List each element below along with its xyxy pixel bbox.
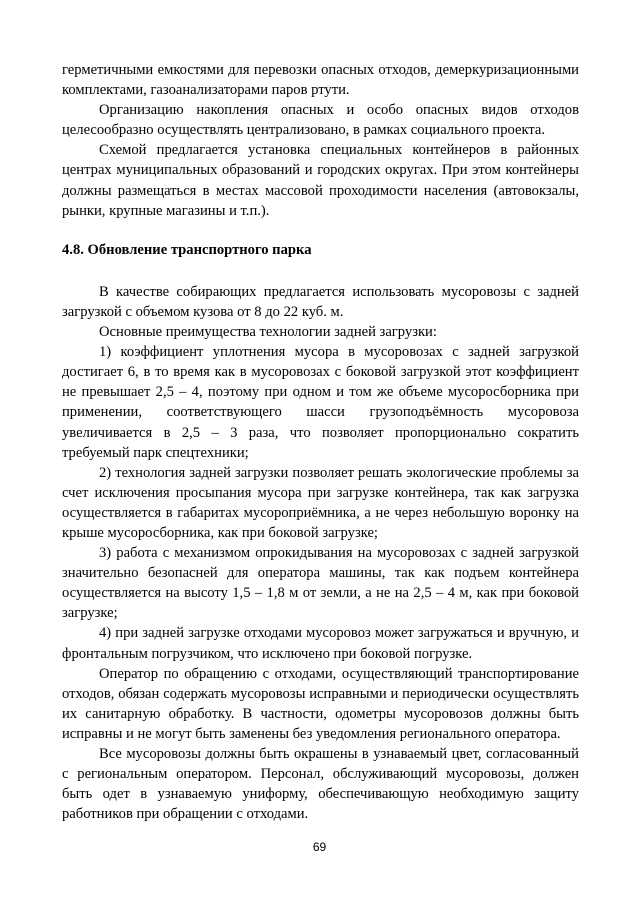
paragraph-continued: герметичными емкостями для перевозки опасных отходов, демеркуризационными комплектами, газоанализаторами паров ртути. <box>62 62 579 99</box>
list-item: 2) технология задней загрузки позволяет решать экологические проблемы за счет исключения просыпания мусора при загрузке контейнера, так как загрузка осуществляется в габаритах мусороприёмника, а не через небольшую воронку на крыше мусоросборника, как при боковой загрузке; <box>62 464 579 541</box>
section-heading: 4.8. Обновление транспортного парка <box>62 241 312 258</box>
page-number: 69 <box>312 840 327 854</box>
paragraph: В качестве собирающих предлагается использовать мусоровозы с задней загрузкой с объемом кузова от 8 до 22 куб. м. <box>62 283 579 320</box>
paragraph: Схемой предлагается установка специальных контейнеров в районных центрах муниципальных образований и городских округах. При этом контейнеры должны размещаться в местах массовой проходимости населения (автовокзалы, рынки, крупные магазины и т.п.). <box>62 142 579 219</box>
page-content <box>62 60 579 824</box>
paragraph: Основные преимущества технологии задней загрузки: <box>99 324 437 341</box>
paragraph: Организацию накопления опасных и особо опасных видов отходов целесообразно осуществлять централизовано, в рамках социального проекта. <box>62 102 579 139</box>
list-item: 4) при задней загрузке отходами мусоровоз может загружаться и вручную, и фронтальным погрузчиком, что исключено при боковой погрузке. <box>62 625 579 662</box>
list-item: 3) работа с механизмом опрокидывания на мусоровозах с задней загрузкой значительно безопасней для оператора машины, так как подъем контейнера осуществляется на высоту 1,5 – 1,8 м от земли, а не на 2,5 – 4 м, как при боковой загрузке; <box>62 545 579 622</box>
paragraph: Все мусоровозы должны быть окрашены в узнаваемый цвет, согласованный с региональным оператором. Персонал, обслуживающий мусоровозы, должен быть одет в узнаваемую униформу, обеспечивающую необходимую защиту работников при обращении с отходами. <box>62 746 579 823</box>
list-item: 1) коэффициент уплотнения мусора в мусоровозах с задней загрузкой достигает 6, в то время как в мусоровозах с боковой загрузкой этот коэффициент не превышает 2,5 – 4, поэтому при одном и том же объеме мусоросборника при применении, соответствующего шасси грузоподъёмность мусоровоза увеличивается в 2,5 – 3 раза, что позволяет пропорционально сократить требуемый парк спецтехники; <box>62 344 579 461</box>
paragraph: Оператор по обращению с отходами, осуществляющий транспортирование отходов, обязан содержать мусоровозы исправными и периодически осуществлять их санитарную обработку. В частности, одометры мусоровозов должны быть исправны и не могут быть заменены без уведомления регионального оператора. <box>62 665 579 742</box>
